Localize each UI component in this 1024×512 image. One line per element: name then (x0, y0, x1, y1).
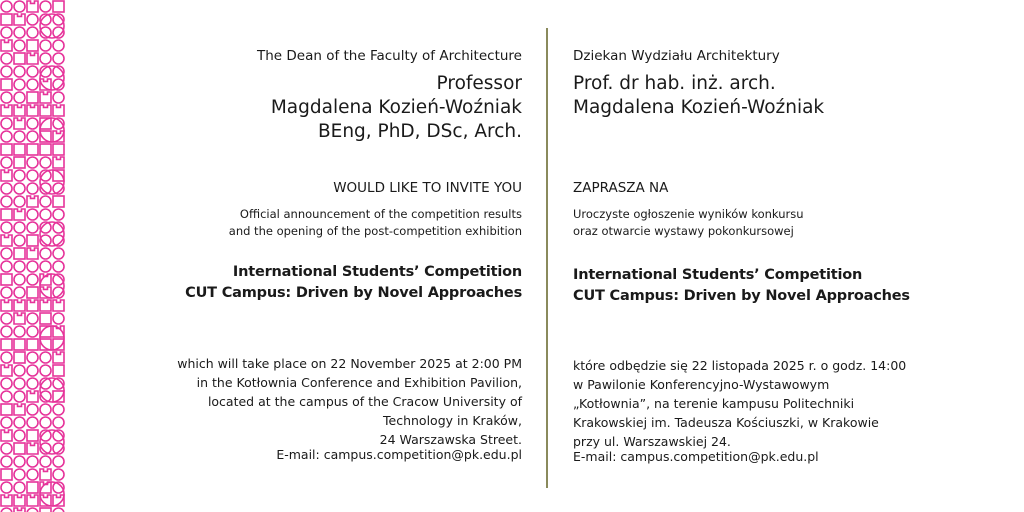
dean-name: Prof. dr hab. inż. arch. Magdalena Kozień-Woźniak (573, 73, 825, 118)
announcement-text: Uroczyste ogłoszenie wyników konkursu oraz otwarcie wystawy pokonkursowej (573, 207, 804, 238)
contact-email: E-mail: campus.competition@pk.edu.pl (276, 447, 522, 462)
invite-heading: WOULD LIKE TO INVITE YOU (333, 180, 522, 196)
competition-title: International Students’ Competition CUT Campus: Driven by Novel Approaches (185, 264, 522, 301)
event-details: which will take place on 22 November 2025 at 2:00 PM in the Kotłownia Conference and Exhibition Pavilion, located at the campus of the Cracow University of Technology in Kraków, 24 Warszawska Street. (177, 356, 522, 447)
announcement-text: Official announcement of the competition results and the opening of the post-competition exhibition (228, 207, 522, 238)
event-details: które odbędzie się 22 listopada 2025 r. o godz. 14:00 w Pawilonie Konferencyjno-Wystawowym „Kotłownia”, na terenie kampusu Politechniki Krakowskiej im. Tadeusza Kościuszki, w Krakowie przy ul. Warszawskiej 24. (573, 358, 907, 449)
dean-name: Professor Magdalena Kozień-Woźniak BEng, PhD, DSc, Arch. (270, 73, 522, 142)
competition-title: International Students’ Competition CUT Campus: Driven by Novel Approaches (573, 267, 910, 304)
polish-column (573, 0, 993, 512)
dean-title: Dziekan Wydziału Architektury (573, 48, 780, 64)
decorative-pattern (0, 0, 72, 512)
column-divider (546, 28, 548, 488)
english-column (120, 0, 522, 512)
dean-title: The Dean of the Faculty of Architecture (256, 48, 522, 64)
invite-heading: ZAPRASZA NA (573, 180, 669, 196)
contact-email: E-mail: campus.competition@pk.edu.pl (573, 449, 819, 464)
